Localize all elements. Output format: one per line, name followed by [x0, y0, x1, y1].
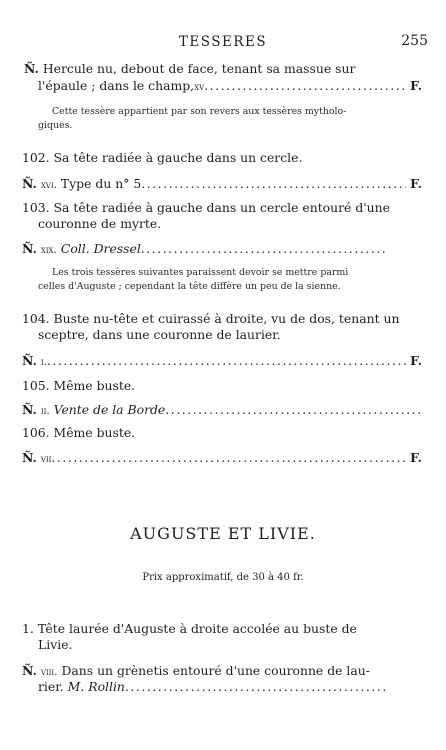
rarity-flag: F.	[410, 78, 422, 93]
entry-1-line: 1. Tête laurée d'Auguste à droite accolée au buste de	[22, 621, 357, 636]
dot-leader	[51, 450, 406, 466]
dot-leader	[125, 679, 388, 695]
reverse-line	[24, 61, 355, 77]
entry-1-line: Livie.	[38, 637, 73, 652]
dot-leader	[141, 241, 387, 257]
catalog-numeral: xix.	[40, 244, 57, 256]
rarity-flag: F.	[410, 353, 422, 368]
entry-text: rier.	[38, 679, 64, 694]
dot-leader	[204, 78, 406, 94]
catalog-numeral: xvi.	[40, 179, 57, 191]
reverse-mark: Ñ.	[22, 176, 37, 191]
reverse-mark: Ñ.	[22, 450, 37, 465]
dot-leader	[141, 176, 406, 192]
entry-103-reverse	[22, 241, 387, 258]
running-header: TESSERES	[178, 34, 268, 50]
dot-leader	[165, 402, 422, 418]
catalog-numeral: ii.	[40, 405, 50, 417]
note-line: celles d'Auguste ; cependant la tête diffère un peu de la sienne.	[38, 281, 341, 292]
dot-leader	[47, 353, 406, 369]
entry-text: Hercule nu, debout de face, tenant sa massue sur	[42, 61, 356, 76]
entry-106-reverse	[22, 450, 422, 467]
note-line: Les trois tessères suivantes paraissent devoir se mettre parmi	[52, 267, 349, 278]
entry-1-reverse	[22, 663, 370, 680]
entry-105: 105. Même buste.	[22, 378, 136, 393]
reverse-line-fill	[38, 78, 422, 95]
entry-105-reverse	[22, 402, 422, 419]
catalog-numeral: vii	[40, 453, 52, 465]
entry-text: l'épaule ; dans le champ,	[38, 78, 195, 93]
entry-103-line: couronne de myrte.	[38, 216, 162, 231]
reverse-mark: Ñ.	[22, 663, 37, 678]
rarity-flag: F.	[410, 450, 422, 465]
collection-name: Coll. Dressel	[60, 241, 141, 256]
entry-104-reverse	[22, 353, 422, 370]
rarity-flag: F.	[410, 176, 422, 191]
catalog-numeral: i.	[40, 356, 47, 368]
reverse-mark: Ñ.	[22, 353, 37, 368]
reverse-mark: Ñ.	[24, 61, 39, 76]
reverse-mark: Ñ.	[22, 402, 37, 417]
note-line: giques.	[38, 120, 73, 131]
entry-103-line: 103. Sa tête radiée à gauche dans un cercle entouré d'une	[22, 200, 390, 215]
entry-104-line: 104. Buste nu-tête et cuirassé à droite, vu de dos, tenant un	[22, 311, 400, 326]
entry-104-line: sceptre, dans une couronne de laurier.	[38, 327, 281, 342]
section-heading: AUGUSTE ET LIVIE.	[130, 524, 316, 543]
entry-1-reverse-fill	[38, 679, 388, 695]
entry-text: Type du n° 5	[60, 176, 142, 191]
catalog-numeral: viii.	[40, 666, 58, 678]
note-line: Cette tessère appartient par son revers aux tessères mytholo-	[52, 106, 347, 117]
entry-106: 106. Même buste.	[22, 425, 136, 440]
entry-102-reverse	[22, 176, 422, 193]
entry-text: Dans un grènetis entouré d'une couronne de lau-	[61, 663, 370, 678]
catalog-numeral: xv	[194, 81, 205, 93]
entry-102: 102. Sa tête radiée à gauche dans un cercle.	[22, 150, 303, 165]
page-number: 255	[401, 33, 428, 49]
reverse-mark: Ñ.	[22, 241, 37, 256]
collection-name: M. Rollin	[67, 679, 125, 694]
price-note: Prix approximatif, de 30 à 40 fr.	[142, 572, 304, 583]
sale-name: Vente de la Borde	[53, 402, 166, 417]
